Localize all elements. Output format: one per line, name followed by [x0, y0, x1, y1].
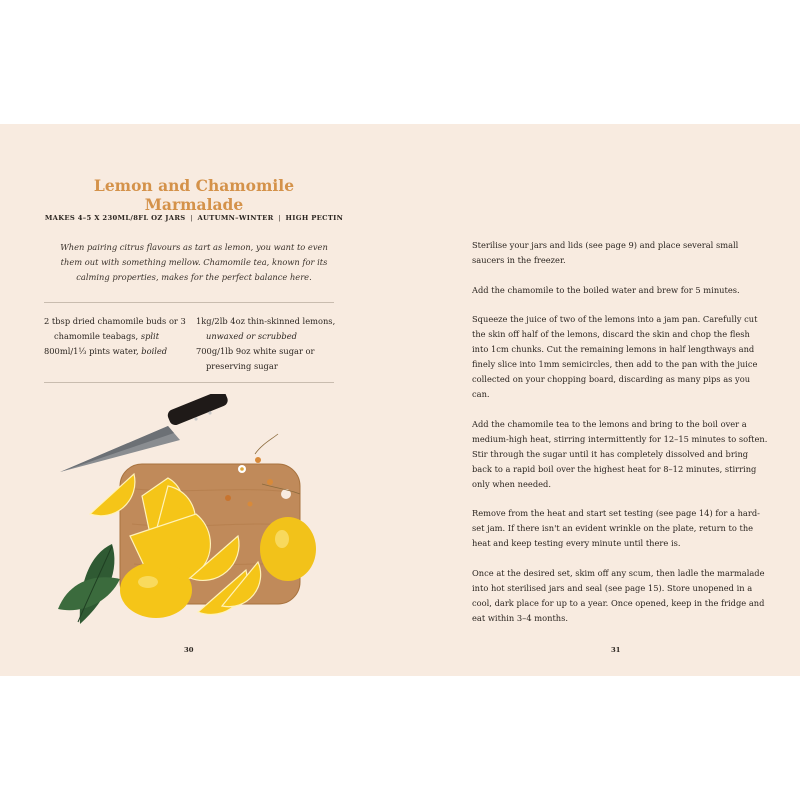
ingredient-item: 1kg/2lb 4oz thin-skinned lemons, unwaxed or scrubbed: [196, 316, 336, 341]
recipe-meta: [44, 214, 344, 222]
page-number-right: 31: [611, 646, 621, 654]
page-number-left: 30: [184, 646, 194, 654]
lemon-leaf-icon: [58, 544, 120, 624]
method-step: Sterilise your jars and lids (see page 9) and place several small saucers in the freezer.: [472, 240, 739, 265]
method-step: Squeeze the juice of two of the lemons into a jam pan. Carefully cut the skin off half of the lemons, discard the skin and chop the flesh into 1cm chunks. Cut the remaining lemons in half lengthways and finely slice into 1mm semicircles, then add to the pan with the juice collected on your chopping board, discarding as many pips as you can.: [472, 314, 758, 399]
ingredients-column-1: [44, 314, 194, 359]
right-page: [400, 124, 800, 676]
method-step: Add the chamomile tea to the lemons and bring to the boil over a medium-high heat, stirring intermittently for 12–15 minutes to soften. Stir through the sugar until it has completely dissolved and bring back to a rapid boil over the highest heat for 8–12 minutes, stirring only when needed.: [472, 418, 768, 489]
left-page: [0, 124, 400, 676]
method-steps: [472, 238, 768, 640]
ingredient-item: 2 tbsp dried chamomile buds or 3 chamomile teabags, split: [44, 316, 186, 341]
divider-bottom: [44, 382, 334, 383]
recipe-title: Lemon and Chamomile Marmalade: [93, 176, 295, 214]
lemon-board-illustration: [50, 394, 340, 624]
season-label: AUTUMN–WINTER: [197, 214, 274, 222]
recipe-intro: When pairing citrus flavours as tart as lemon, you want to even them out with something mellow. Chamomile tea, known for its calming properties, makes for the perfect balance here.: [60, 242, 328, 282]
ingredients-column-2: [196, 314, 346, 374]
method-step: Remove from the heat and start set testing (see page 14) for a hard-set jam. If there isn't an evident wrinkle on the plate, return to the heat and keep testing every minute until there is.: [472, 508, 760, 548]
method-step: Once at the desired set, skim off any scum, then ladle the marmalade into hot sterilised jars and seal (see page 15). Store unopened in a cool, dark place for up to a year. Once opened, keep in the fridge and eat within 3–4 months.: [472, 567, 765, 623]
method-step: Add the chamomile to the boiled water and brew for 5 minutes.: [472, 284, 740, 295]
ingredient-item: 700g/1lb 9oz white sugar or preserving sugar: [196, 346, 315, 371]
yield-label: MAKES 4–5 X 230ML/8FL OZ JARS: [44, 214, 186, 222]
ingredient-item: 800ml/1⅓ pints water, boiled: [44, 346, 168, 356]
meta-separator: |: [278, 214, 281, 222]
knife-icon: [60, 394, 229, 472]
divider-top: [44, 302, 334, 303]
book-spread: [0, 124, 800, 676]
pectin-label: HIGH PECTIN: [285, 214, 344, 222]
meta-separator: |: [190, 214, 193, 222]
